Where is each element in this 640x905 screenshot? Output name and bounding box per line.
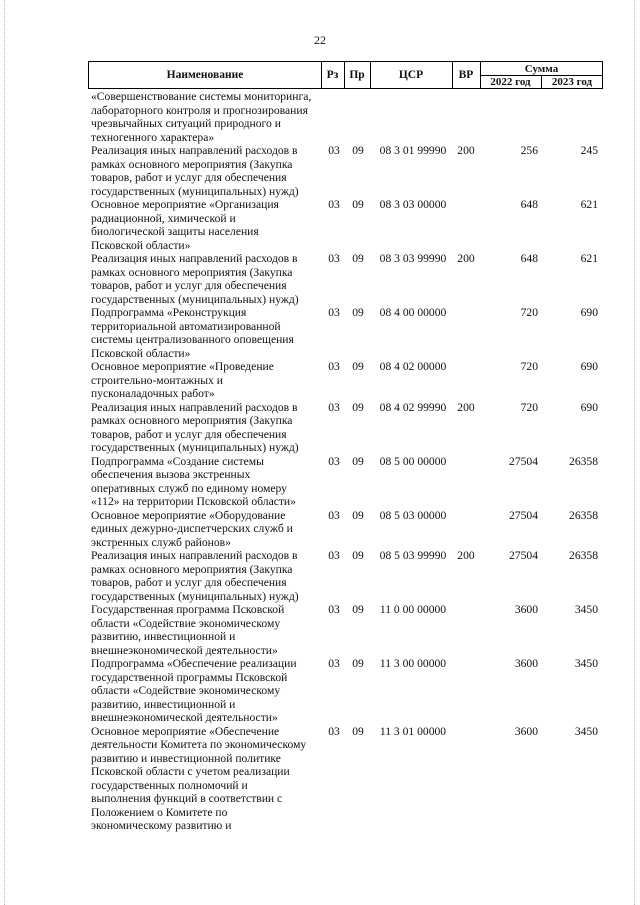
row-value-2022: 720 (520, 400, 538, 414)
row-rz: 03 (328, 657, 340, 670)
table-row (0, 198, 640, 252)
row-name-line: Псковской области с учетом реализации (91, 765, 290, 778)
row-name (91, 509, 323, 550)
row-csr: 08 3 01 99990 (379, 144, 447, 157)
row-name-line: Основное мероприятие «Проведение (91, 360, 274, 373)
header-csr: ЦСР (398, 69, 424, 81)
row-rz: 03 (328, 549, 340, 562)
table-row (0, 509, 640, 550)
row-name-line: строительно-монтажных и (91, 373, 223, 387)
row-value-2023: 621 (580, 252, 598, 265)
row-csr: 08 4 00 00000 (379, 306, 447, 319)
row-rz: 03 (328, 603, 340, 616)
row-vr: 200 (457, 252, 475, 265)
row-value-2022: 720 (520, 306, 538, 319)
row-name-line: Государственная программа Псковской (91, 603, 285, 616)
table-row (0, 549, 640, 603)
row-rz: 03 (328, 252, 340, 265)
header-vr: ВР (458, 69, 474, 81)
row-csr: 08 4 02 00000 (379, 360, 447, 373)
row-name (91, 198, 323, 252)
row-csr: 11 0 00 00000 (379, 603, 447, 616)
row-name-line: государственных полномочий и (91, 778, 248, 792)
row-name-line: Псковской области» (91, 346, 191, 360)
row-csr: 08 3 03 00000 (379, 198, 447, 211)
row-name-line: лабораторного контроля и прогнозирования (91, 103, 308, 117)
row-name-line: системы централизованного оповещения (91, 333, 294, 346)
row-name-line: Основное мероприятие «Организация (91, 198, 279, 211)
row-value-2023: 26358 (569, 508, 598, 522)
table-row (0, 657, 640, 725)
row-name-line: единых дежурно-диспетчерских служб и (91, 522, 293, 535)
page-number: 22 (314, 33, 326, 47)
table-row (0, 360, 640, 401)
header-year-2022: 2022 год (490, 76, 531, 88)
row-pr: 09 (352, 306, 364, 319)
row-name-line: территориальной автоматизированной (91, 319, 281, 333)
row-csr: 08 5 03 00000 (379, 508, 447, 522)
row-csr: 08 4 02 99990 (379, 400, 447, 414)
row-value-2022: 27504 (509, 454, 538, 468)
row-name-line: области «Содействие экономическому (91, 616, 281, 630)
row-name-line: товаров, работ и услуг для обеспечения (91, 427, 287, 441)
row-name-line: Подпрограмма «Реконструкция (91, 306, 247, 319)
row-value-2023: 3450 (574, 603, 598, 616)
row-name-line: области «Содействие экономическому (91, 684, 281, 697)
table-header (88, 61, 603, 89)
row-name-line: Основное мероприятие «Обеспечение (91, 724, 280, 738)
row-name-line: внешнеэкономической деятельности» (91, 643, 278, 657)
row-name-line: рамках основного мероприятия (Закупка (91, 562, 293, 576)
row-pr: 09 (352, 144, 364, 157)
row-name (91, 657, 323, 725)
table-row (0, 455, 640, 509)
row-name-line: Реализация иных направлений расходов в (91, 144, 298, 157)
row-value-2023: 26358 (569, 454, 598, 468)
row-value-2022: 3600 (514, 657, 538, 670)
row-rz: 03 (328, 508, 340, 522)
row-name-line: биологической защиты населения (91, 225, 259, 238)
row-name-line: Реализация иных направлений расходов в (91, 549, 298, 562)
row-pr: 09 (352, 657, 364, 670)
row-value-2022: 3600 (514, 603, 538, 616)
row-name-line: Основное мероприятие «Оборудование (91, 508, 286, 522)
row-pr: 09 (352, 454, 364, 468)
row-pr: 09 (352, 360, 364, 373)
row-value-2022: 27504 (509, 508, 538, 522)
row-vr: 200 (457, 549, 475, 562)
row-name-line: внешнеэкономической деятельности» (91, 711, 278, 724)
row-name (91, 90, 323, 144)
row-value-2022: 720 (520, 360, 538, 373)
row-vr: 200 (457, 144, 475, 157)
row-name-line: товаров, работ и услуг для обеспечения (91, 279, 287, 292)
row-name-line: государственных (муниципальных) нужд) (91, 184, 299, 198)
row-name (91, 455, 323, 509)
row-pr: 09 (352, 603, 364, 616)
row-name (91, 603, 323, 657)
row-pr: 09 (352, 198, 364, 211)
row-name-line: Положением о Комитете по (91, 805, 228, 819)
row-value-2022: 648 (520, 198, 538, 211)
header-pr: Пр (349, 69, 365, 81)
row-value-2023: 3450 (574, 724, 598, 738)
row-csr: 08 5 03 99990 (379, 549, 447, 562)
row-name-line: развитию, инвестиционной и (91, 630, 236, 643)
row-name-line: деятельности Комитета по экономическому (91, 738, 307, 751)
row-name-line: товаров, работ и услуг для обеспечения (91, 576, 287, 589)
row-name-line: развитию и инвестиционной политике (91, 751, 281, 765)
row-name-line: развитию, инвестиционной и (91, 697, 236, 711)
row-name (91, 549, 323, 603)
row-value-2023: 690 (580, 400, 598, 414)
row-value-2022: 3600 (514, 724, 538, 738)
row-csr: 11 3 00 00000 (379, 657, 447, 670)
row-pr: 09 (352, 549, 364, 562)
table-row (0, 90, 640, 144)
row-rz: 03 (328, 306, 340, 319)
row-name-line: товаров, работ и услуг для обеспечения (91, 171, 287, 184)
row-name-line: рамках основного мероприятия (Закупка (91, 265, 293, 279)
row-name-line: государственной программы Псковской (91, 670, 288, 684)
row-name-line: выполнения функций в соответствии с (91, 792, 283, 805)
row-rz: 03 (328, 144, 340, 157)
table-row (0, 306, 640, 360)
row-name-line: государственных (муниципальных) нужд) (91, 589, 299, 603)
row-name-line: рамках основного мероприятия (Закупка (91, 414, 293, 427)
row-rz: 03 (328, 724, 340, 738)
row-name-line: государственных (муниципальных) нужд) (91, 292, 299, 306)
row-name (91, 144, 323, 198)
row-pr: 09 (352, 724, 364, 738)
row-name-line: Реализация иных направлений расходов в (91, 400, 298, 414)
header-sum: Сумма (524, 62, 559, 75)
row-name-line: Псковской области» (91, 238, 191, 252)
header-name: Наименование (166, 69, 244, 81)
row-csr: 08 3 03 99990 (379, 252, 447, 265)
row-pr: 09 (352, 252, 364, 265)
table-row (0, 252, 640, 306)
row-name-line: чрезвычайных ситуаций природного и (91, 117, 281, 130)
row-name-line: «Совершенствование системы мониторинга, (91, 90, 312, 103)
row-name-line: радиационной, химической и (91, 211, 236, 225)
row-vr: 200 (457, 400, 475, 414)
row-name-line: Реализация иных направлений расходов в (91, 252, 298, 265)
row-name (91, 306, 323, 360)
row-value-2022: 27504 (509, 549, 538, 562)
row-pr: 09 (352, 508, 364, 522)
table-row (0, 144, 640, 198)
row-name-line: рамках основного мероприятия (Закупка (91, 157, 293, 171)
row-name-line: «112» на территории Псковской области» (91, 495, 296, 508)
row-rz: 03 (328, 360, 340, 373)
row-name (91, 725, 323, 833)
row-value-2023: 690 (580, 360, 598, 373)
row-name-line: пусконаладочных работ» (91, 387, 215, 400)
row-name-line: экстренных служб районов» (91, 535, 231, 549)
row-csr: 11 3 01 00000 (379, 724, 447, 738)
row-value-2023: 621 (580, 198, 598, 211)
row-name (91, 252, 323, 306)
row-csr: 08 5 00 00000 (379, 454, 447, 468)
row-name (91, 401, 323, 455)
row-value-2023: 26358 (569, 549, 598, 562)
header-rz: Рз (326, 69, 339, 81)
row-name-line: оперативных служб по единому номеру (91, 481, 287, 495)
table-row (0, 603, 640, 657)
table-row (0, 401, 640, 455)
table-row (0, 725, 640, 833)
row-name-line: государственных (муниципальных) нужд) (91, 441, 299, 454)
row-value-2023: 690 (580, 306, 598, 319)
row-name (91, 360, 323, 401)
row-value-2023: 3450 (574, 657, 598, 670)
row-name-line: техногенного характера» (91, 130, 215, 144)
header-year-2023: 2023 год (551, 76, 593, 88)
row-name-line: экономическому развитию и (91, 819, 232, 832)
row-rz: 03 (328, 400, 340, 414)
row-pr: 09 (352, 400, 364, 414)
row-value-2022: 256 (520, 144, 538, 157)
row-value-2022: 648 (520, 252, 538, 265)
row-rz: 03 (328, 198, 340, 211)
row-name-line: Подпрограмма «Создание системы (91, 454, 264, 468)
row-name-line: обеспечения вызова экстренных (91, 468, 251, 481)
row-value-2023: 245 (580, 144, 598, 157)
row-name-line: Подпрограмма «Обеспечение реализации (91, 657, 297, 670)
row-rz: 03 (328, 454, 340, 468)
